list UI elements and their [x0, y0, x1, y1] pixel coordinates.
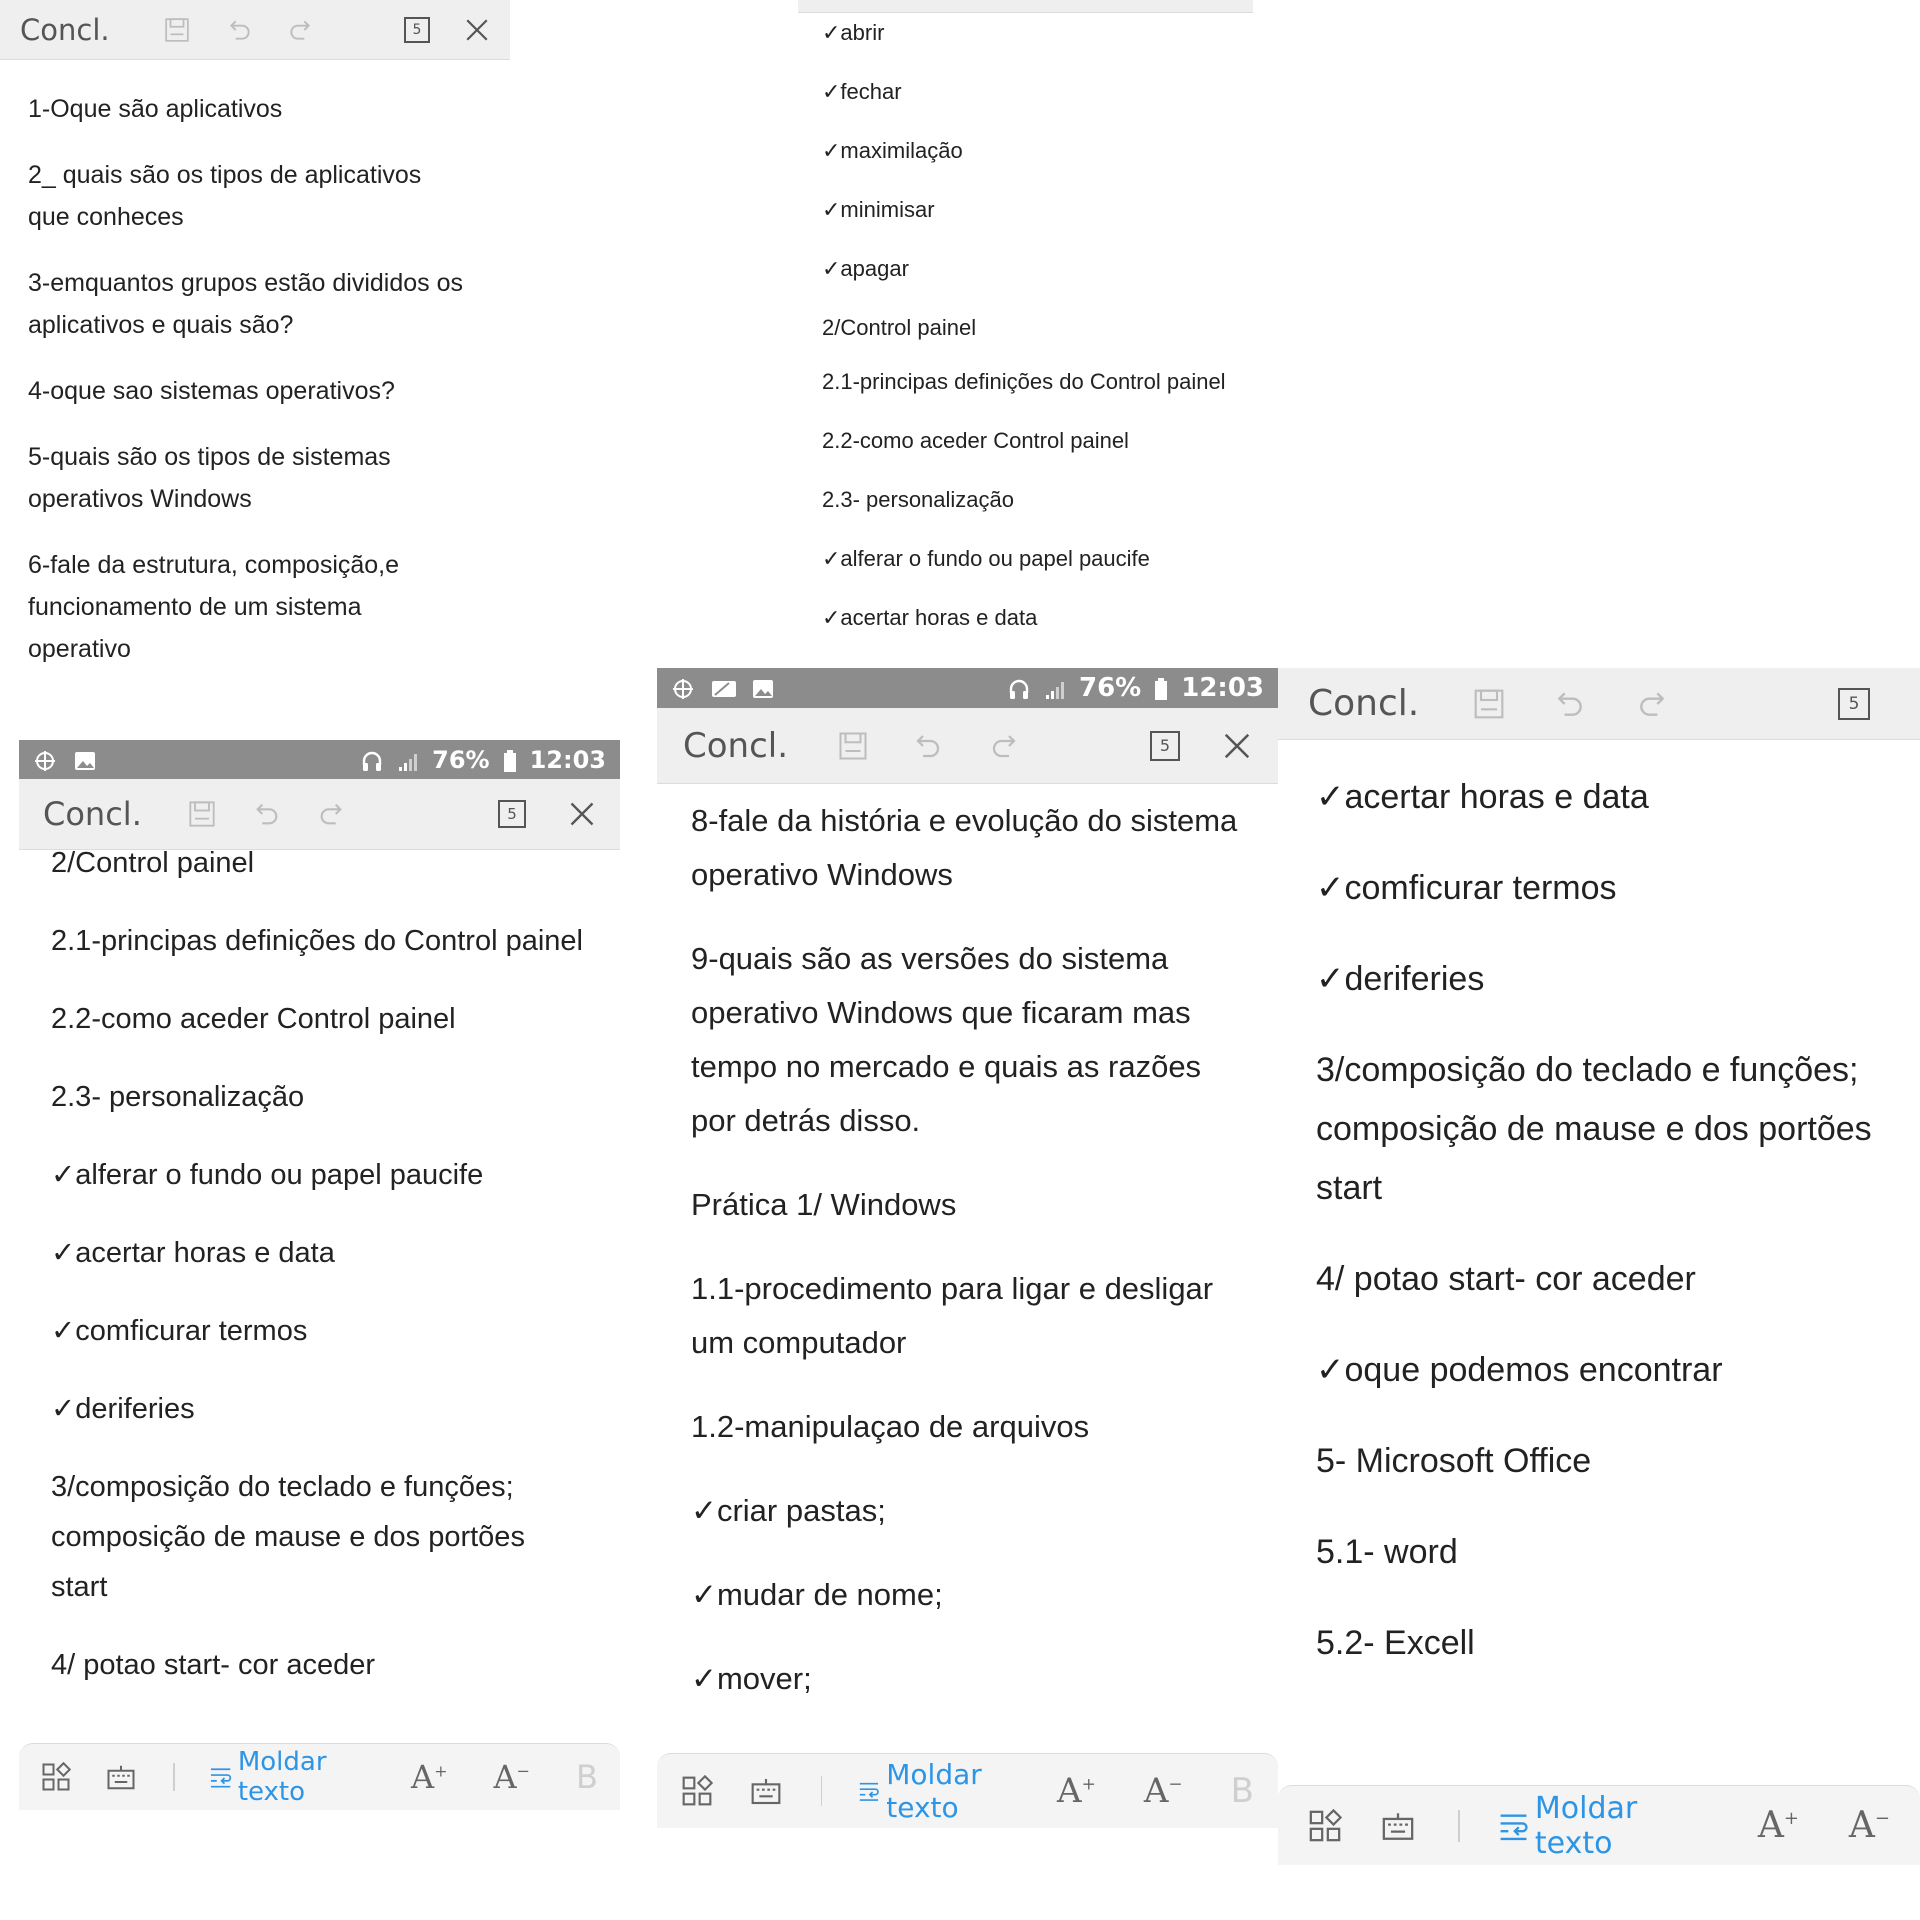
- save-icon[interactable]: [1473, 688, 1505, 720]
- font-decrease-icon[interactable]: A−: [493, 1758, 531, 1796]
- close-icon[interactable]: [568, 800, 596, 828]
- text-line: 8-fale da história e evolução do sistema operativo Windows: [691, 803, 1238, 892]
- bold-button[interactable]: B: [1230, 1771, 1254, 1811]
- bottom-toolbar: [19, 1743, 620, 1810]
- redo-icon[interactable]: [1635, 688, 1669, 720]
- signal-icon: [1043, 677, 1065, 699]
- redo-icon[interactable]: [988, 731, 1020, 761]
- wrap-text-icon: [858, 1776, 880, 1806]
- text-line: 4/ potao start- cor aceder: [51, 1649, 375, 1681]
- text-line: 5.1- word: [1316, 1533, 1458, 1571]
- document-title: Concl.: [1308, 683, 1420, 724]
- text-line: 5.2- Excell: [1316, 1624, 1475, 1662]
- vpn-icon: [671, 677, 693, 699]
- document-content: [19, 838, 620, 1690]
- text-line: ✓abrir: [822, 20, 885, 45]
- document-title: Concl.: [43, 795, 142, 833]
- close-icon[interactable]: [464, 17, 490, 43]
- wrap-text-label: Moldar texto: [237, 1747, 327, 1807]
- text-line: 5- Microsoft Office: [1316, 1442, 1592, 1480]
- editor-toolbar: [1278, 668, 1920, 740]
- apps-grid-icon[interactable]: [41, 1762, 71, 1792]
- text-line: ✓alferar o fundo ou papel paucife: [822, 546, 1150, 571]
- panel-b: [798, 0, 1253, 668]
- bold-button[interactable]: B: [576, 1758, 598, 1796]
- status-bar: [19, 740, 620, 779]
- bottom-toolbar: [1278, 1785, 1920, 1865]
- wrap-text-button[interactable]: [209, 1747, 365, 1807]
- undo-icon[interactable]: [912, 731, 944, 761]
- toolbar-divider: [821, 1776, 822, 1806]
- text-line: ✓criar pastas;: [691, 1493, 886, 1528]
- save-icon[interactable]: [164, 17, 190, 43]
- text-line: 9-quais são as versões do sistema operativo Windows que ficaram mas tempo no mercado e quais as razões por detrás disso.: [691, 941, 1202, 1138]
- image-icon: [73, 749, 95, 771]
- text-line: ✓deriferies: [51, 1393, 195, 1425]
- toolbar-divider: [173, 1763, 175, 1791]
- text-line: 1.2-manipulaçao de arquivos: [691, 1409, 1090, 1444]
- clock: 12:03: [1181, 673, 1264, 703]
- undo-icon[interactable]: [252, 800, 282, 828]
- text-line: ✓acertar horas e data: [1316, 778, 1649, 816]
- document-title: Concl.: [683, 725, 789, 766]
- redo-icon[interactable]: [286, 17, 314, 43]
- text-line: ✓oque podemos encontrar: [1316, 1351, 1723, 1389]
- text-line: ✓comficurar termos: [1316, 869, 1617, 907]
- panel-d: [657, 668, 1278, 1828]
- keyboard-icon[interactable]: [105, 1762, 137, 1792]
- text-line: 2.2-como aceder Control painel: [822, 428, 1129, 453]
- tabs-count: 5: [412, 21, 422, 38]
- document-content: [657, 794, 1278, 1706]
- text-line: 3-emquantos grupos estão divididos os aplicativos e quais são?: [28, 269, 463, 339]
- toolbar-divider: [1458, 1810, 1460, 1842]
- text-line: ✓deriferies: [1316, 960, 1485, 998]
- headphones-icon: [360, 749, 382, 771]
- text-line: 3/composição do teclado e funções; composição de mause e dos portões start: [51, 1471, 525, 1603]
- tabs-count: 5: [1848, 693, 1860, 714]
- bottom-toolbar: [657, 1753, 1278, 1828]
- panel-c: [19, 740, 620, 1810]
- battery-icon: [1155, 677, 1167, 699]
- battery-percent: 76%: [1079, 673, 1142, 703]
- battery-icon: [504, 749, 516, 771]
- panel-e: [1278, 668, 1920, 1865]
- text-line: 2/Control painel: [51, 847, 255, 879]
- text-line: 1.1-procedimento para ligar e desligar um computador: [691, 1271, 1214, 1360]
- wrap-text-icon: [209, 1763, 232, 1791]
- font-increase-icon[interactable]: A+: [411, 1758, 448, 1796]
- document-title: Concl.: [20, 12, 110, 47]
- screenshot-icon: [711, 677, 733, 699]
- text-line: 2_ quais são os tipos de aplicativos que conheces: [28, 161, 422, 231]
- text-line: 2.2-como aceder Control painel: [51, 1003, 456, 1035]
- text-line: 6-fale da estrutura, composição,e funcionamento de um sistema operativo: [28, 551, 400, 663]
- keyboard-icon[interactable]: [749, 1775, 783, 1807]
- editor-toolbar: [657, 708, 1278, 784]
- tabs-counter-icon[interactable]: [1150, 731, 1180, 761]
- tabs-count: 5: [507, 805, 517, 823]
- wrap-text-icon: [1498, 1810, 1529, 1842]
- document-content: [0, 88, 496, 670]
- font-decrease-icon[interactable]: A−: [1143, 1771, 1183, 1811]
- tabs-counter-icon[interactable]: [498, 800, 526, 828]
- font-increase-icon[interactable]: A+: [1757, 1805, 1799, 1846]
- text-line: 4-oque sao sistemas operativos?: [28, 377, 395, 405]
- text-line: ✓mudar de nome;: [691, 1577, 943, 1612]
- apps-grid-icon[interactable]: [681, 1775, 713, 1807]
- text-line: 2/Control painel: [822, 315, 977, 340]
- editor-toolbar: [0, 0, 510, 60]
- wrap-text-button[interactable]: [1498, 1791, 1708, 1861]
- text-line: 2.1-principas definições do Control painel: [51, 925, 583, 957]
- clock: 12:03: [529, 745, 606, 774]
- keyboard-icon[interactable]: [1380, 1809, 1416, 1843]
- wrap-text-label: Moldar texto: [886, 1758, 982, 1824]
- vpn-icon: [33, 749, 55, 771]
- text-line: ✓minimisar: [822, 197, 935, 222]
- signal-icon: [396, 749, 418, 771]
- status-bar: [657, 668, 1278, 708]
- close-icon[interactable]: [1222, 731, 1252, 761]
- text-line: 2.1-principas definições do Control painel: [822, 369, 1226, 394]
- undo-icon[interactable]: [1553, 688, 1587, 720]
- text-line: ✓acertar horas e data: [51, 1237, 335, 1269]
- text-line: ✓acertar horas e data: [822, 605, 1038, 630]
- save-icon[interactable]: [188, 800, 216, 828]
- redo-icon[interactable]: [316, 800, 346, 828]
- text-line: Prática 1/ Windows: [691, 1187, 957, 1222]
- text-line: ✓fechar: [822, 79, 902, 104]
- tabs-count: 5: [1159, 736, 1171, 755]
- document-content: [1278, 768, 1920, 1673]
- text-line: ✓comficurar termos: [51, 1315, 308, 1347]
- font-decrease-icon[interactable]: A−: [1848, 1805, 1890, 1846]
- font-increase-icon[interactable]: A+: [1057, 1771, 1096, 1811]
- tabs-counter-icon[interactable]: [1838, 688, 1870, 720]
- apps-grid-icon[interactable]: [1308, 1809, 1342, 1843]
- text-line: 2.3- personalização: [51, 1081, 305, 1113]
- undo-icon[interactable]: [226, 17, 254, 43]
- panel-a: [0, 0, 510, 700]
- save-icon[interactable]: [838, 731, 868, 761]
- text-line: 4/ potao start- cor aceder: [1316, 1260, 1696, 1298]
- headphones-icon: [1007, 677, 1029, 699]
- text-line: 2.3- personalização: [822, 487, 1015, 512]
- text-line: ✓apagar: [822, 256, 909, 281]
- document-content: [798, 14, 1251, 637]
- text-line: ✓mover;: [691, 1661, 812, 1696]
- text-line: 5-quais são os tipos de sistemas operativos Windows: [28, 443, 391, 513]
- text-line: ✓alferar o fundo ou papel paucife: [51, 1159, 484, 1191]
- text-line: 3/composição do teclado e funções; composição de mause e dos portões start: [1316, 1051, 1872, 1207]
- battery-percent: 76%: [432, 745, 490, 774]
- text-line: ✓maximilação: [822, 138, 963, 163]
- toolbar-edge: [798, 0, 1253, 13]
- image-icon: [751, 677, 773, 699]
- tabs-counter-icon[interactable]: [404, 17, 430, 43]
- wrap-text-label: Moldar texto: [1534, 1790, 1638, 1861]
- wrap-text-button[interactable]: [858, 1758, 1007, 1824]
- text-line: 1-Oque são aplicativos: [28, 95, 283, 123]
